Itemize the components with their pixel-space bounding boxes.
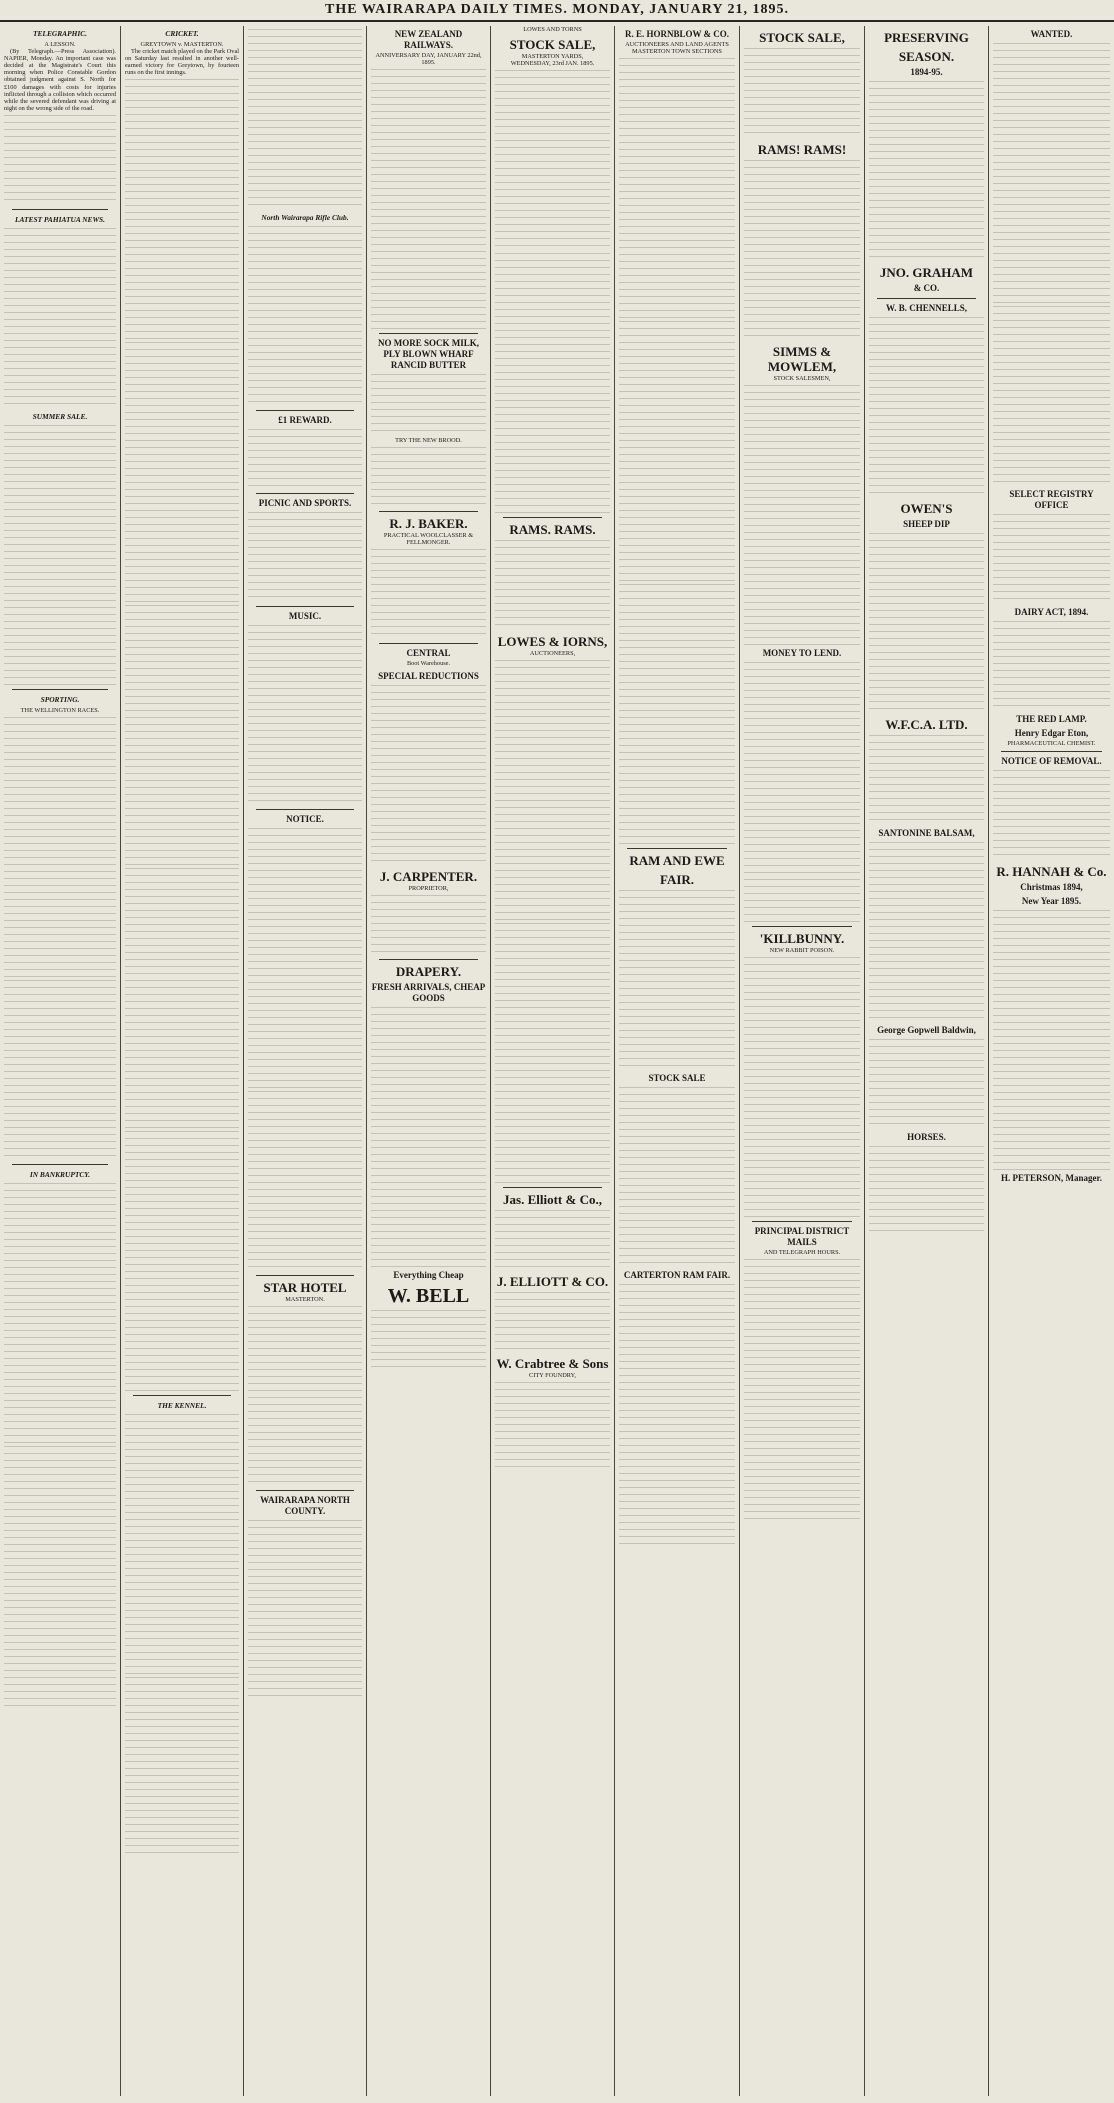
advert-text [619, 1087, 735, 1267]
heading-rams-rams: RAMS! RAMS! [757, 142, 847, 157]
advert-text [869, 842, 984, 1022]
advert-text [993, 306, 1110, 486]
advert-text [248, 625, 362, 805]
subheading-lesson: A LESSON. [44, 41, 76, 48]
heading-sporting: SPORTING. [40, 694, 80, 704]
masthead [0, 0, 1114, 22]
column-6 [615, 26, 739, 2096]
advert-text [869, 735, 984, 825]
article-text [4, 717, 116, 977]
heading-season: SEASON. [898, 49, 955, 64]
article-text [125, 868, 239, 1128]
heading-reward: £1 REWARD. [278, 415, 332, 425]
timetable [744, 1259, 860, 1519]
heading-j-elliott: J. ELLIOTT & CO. [496, 1274, 609, 1290]
subheading-new-year: New Year 1895. [1021, 896, 1082, 907]
subheading-town-sections: MASTERTON TOWN SECTIONS [632, 48, 722, 56]
heading-bankruptcy: IN BANKRUPTCY. [29, 1170, 91, 1180]
advert-text [869, 317, 984, 497]
advert-text [993, 770, 1110, 860]
advert-text [993, 514, 1110, 604]
advert-text [869, 533, 984, 713]
subheading-date: WEDNESDAY, 23rd JAN. 1895. [510, 60, 595, 68]
advert-text [619, 584, 735, 844]
heading-telegraphic: TELEGRAPHIC. [32, 29, 87, 38]
timetable [371, 69, 486, 329]
subheading-lowes: LOWES AND TORNS [523, 26, 582, 33]
score-table [125, 605, 239, 865]
advert-text [993, 621, 1110, 711]
heading-wfca: W.F.C.A. LTD. [885, 717, 968, 732]
subheading-pharmaceutical: PHARMACEUTICAL CHEMIST. [1007, 740, 1096, 747]
column-7 [740, 26, 864, 2096]
advert-text [371, 895, 486, 955]
heading-carpenter: J. CARPENTER. [379, 868, 478, 884]
advert-text [744, 160, 860, 340]
subheading-auctioneers: AUCTIONEERS, [529, 650, 576, 658]
column-5 [491, 26, 614, 2096]
heading-registry: SELECT REGISTRY OFFICE [1009, 489, 1094, 510]
advert-text [869, 1039, 984, 1129]
score-table [125, 342, 239, 602]
advert-text [248, 429, 362, 489]
heading-mails: PRINCIPAL DISTRICT MAILS [754, 1226, 850, 1248]
advert-text [248, 1306, 362, 1486]
heading-rams: RAMS. RAMS. [509, 522, 596, 538]
advert-text [371, 549, 486, 639]
advert-text [248, 1520, 362, 1700]
heading-ram-ewe: RAM AND EWE [629, 853, 725, 869]
advert-text [744, 662, 860, 922]
advert-text [869, 81, 984, 261]
subheading-christmas: Christmas 1894, [1020, 882, 1083, 893]
subheading-sheep-dip: SHEEP DIP [903, 519, 950, 529]
article-text [125, 1414, 239, 1674]
subheading-wellington-races: THE WELLINGTON RACES. [20, 706, 100, 714]
heading-removal: NOTICE OF REMOVAL. [1001, 756, 1102, 767]
article-text [248, 29, 362, 209]
heading-drapery: DRAPERY. [395, 963, 462, 979]
heading-star-hotel: STAR HOTEL [263, 1280, 347, 1295]
heading-preserving: PRESERVING [884, 30, 969, 45]
heading-horses: HORSES. [907, 1132, 946, 1142]
column-2 [121, 26, 243, 2096]
heading-peterson: H. PETERSON, Manager. [1001, 1173, 1102, 1184]
heading-jno-graham: JNO. GRAHAM [879, 265, 974, 280]
advert-text [744, 957, 860, 1217]
advert-text [495, 70, 610, 250]
heading-stock-sale-2: STOCK SALE [648, 1073, 706, 1084]
subheading-boot-warehouse: Boot Warehouse. [406, 660, 451, 668]
subheading-stock-salesmen: STOCK SALESMEN, [773, 375, 831, 382]
heading-carterton: CARTERTON RAM FAIR. [623, 1270, 731, 1281]
advert-text [619, 58, 735, 318]
subheading-rabbit-poison: NEW RABBIT POISON. [769, 947, 835, 955]
heading-jas-elliott: Jas. Elliott & Co., [503, 1192, 602, 1208]
advert-text [371, 1310, 486, 1370]
subheading-proprietor: PROPRIETOR, [408, 884, 449, 892]
advert-text [744, 48, 860, 138]
advert-text [619, 321, 735, 581]
masthead-title: THE WAIRARAPA DAILY TIMES. MONDAY, JANUARY 21, 1895. [325, 2, 789, 17]
subheading-try: TRY THE NEW BROOD. [395, 437, 462, 445]
subheading-everything-cheap: Everything Cheap [393, 1269, 464, 1280]
heading-wanted: WANTED. [1030, 29, 1073, 39]
heading-wairarapa-north-county: WAIRARAPA NORTH COUNTY. [260, 1495, 350, 1517]
article-text [4, 980, 116, 1160]
score-table [125, 1131, 239, 1391]
heading-money: MONEY TO LEND. [762, 648, 842, 659]
heading-picnic: PICNIC AND SPORTS. [258, 498, 352, 508]
heading-stock-sale: STOCK SALE, [509, 37, 596, 53]
advert-text [495, 1382, 610, 1472]
column-1 [0, 26, 120, 2096]
heading-cricket: CRICKET. [165, 29, 199, 38]
advert-text [371, 1007, 486, 1267]
score-table [248, 226, 362, 406]
heading-no-more-sock: NO MORE SOCK MILK, PLY BLOWN WHARF RANCID BUTTER [377, 338, 479, 371]
heading-music: MUSIC. [288, 611, 322, 621]
advert-text [248, 512, 362, 602]
advert-text [744, 385, 860, 645]
article-text [4, 228, 116, 408]
heading-hornblow: R. E. HORNBLOW & CO. [624, 29, 730, 39]
subheading-co: & CO. [913, 283, 940, 293]
heading-santonine: SANTONINE BALSAM, [878, 828, 975, 838]
article-text [4, 425, 116, 685]
heading-latest-pahiatua: LATEST PAHIATUA NEWS. [14, 214, 105, 224]
heading-central: CENTRAL [406, 648, 451, 659]
heading-special-reductions: SPECIAL REDUCTIONS [378, 670, 479, 681]
advert-text [993, 43, 1110, 303]
heading-owens: OWEN'S [900, 501, 953, 516]
subheading-greytown: GREYTOWN v. MASTERTON. [140, 41, 224, 48]
heading-lowes-iorns: LOWES & IORNS, [497, 634, 608, 650]
advert-text [248, 828, 362, 1088]
heading-stock-sale: STOCK SALE, [759, 30, 845, 45]
heading-red-lamp: THE RED LAMP. [1016, 714, 1087, 724]
advert-text [495, 253, 610, 513]
heading-railways: NEW ZEALAND RAILWAYS. [394, 29, 463, 50]
heading-baker: R. J. BAKER. [389, 516, 468, 532]
article-lesson: (By Telegraph.—Press Association). NAPIER, Monday. An important case was decided at the Magistrate's Court this morning when Police Constable Gordon obtained judgment against S. North for £100 damages with costs for injuries inflicted through a collision which occurred while the severed defendant was driving at night on the wrong side of the road. [4, 48, 116, 112]
subheading-woolclasser: PRACTICAL WOOLCLASSER & FELLMONGER. [383, 532, 474, 547]
subheading-auctioneers-land: AUCTIONEERS AND LAND AGENTS [625, 41, 729, 48]
article-text [4, 1446, 116, 1706]
heading-chennells: W. B. CHENNELLS, [886, 303, 967, 313]
advert-text [371, 374, 486, 434]
advert-text [495, 1292, 610, 1352]
heading-crabtree: W. Crabtree & Sons [496, 1356, 609, 1372]
heading-bell: W. BELL [387, 1284, 470, 1307]
advert-text [248, 1091, 362, 1271]
heading-summer-sale: SUMMER SALE. [32, 411, 88, 421]
advert-text [869, 1146, 984, 1236]
subheading-fresh-arrivals: FRESH ARRIVALS, CHEAP GOODS [371, 981, 486, 1003]
advert-text [495, 540, 610, 630]
subheading-anniversary: ANNIVERSARY DAY, JANUARY 22nd, 1895. [375, 52, 482, 67]
advert-text [371, 685, 486, 865]
article-text [125, 1677, 239, 1857]
subheading-city-foundry: CITY FOUNDRY, [529, 1372, 576, 1380]
heading-killbunny: 'KILLBUNNY. [759, 931, 845, 947]
advert-text [495, 660, 610, 920]
heading-simms: SIMMS & MOWLEM, [767, 344, 837, 374]
heading-rifle-club: North Wairarapa Rifle Club. [261, 213, 349, 222]
heading-kennel: THE KENNEL. [157, 1401, 207, 1411]
advert-text [993, 910, 1110, 1170]
advert-text [495, 1210, 610, 1270]
heading-baldwin: George Gopwell Baldwin, [877, 1025, 976, 1035]
article-text [4, 115, 116, 205]
advert-text [495, 923, 610, 1183]
column-4 [367, 26, 490, 2096]
article-cricket: The cricket match played on the Park Oval on Saturday last resulted in another well-earned victory for Greytown, by fourteen runs on the first innings. [125, 48, 239, 77]
subheading-telegraph: AND TELEGRAPH HOURS. [763, 1249, 841, 1257]
heading-dairy-act: DAIRY ACT, 1894. [1014, 607, 1089, 617]
heading-hannah: R. HANNAH & Co. [996, 864, 1107, 880]
advert-text [619, 1284, 735, 1544]
subheading-masterton: MASTERTON. [285, 1296, 325, 1303]
column-9 [989, 26, 1114, 2096]
heading-notice: NOTICE. [286, 814, 324, 824]
column-3 [244, 26, 366, 2096]
subheading-fair: FAIR. [659, 872, 695, 888]
article-text [125, 79, 239, 339]
advert-text [619, 890, 735, 1070]
subheading-yards: MASTERTON YARDS, [521, 53, 584, 61]
advert-text [371, 447, 486, 507]
article-text [4, 1183, 116, 1443]
subheading-years: 1894-95. [910, 67, 943, 77]
column-8 [865, 26, 988, 2096]
heading-henry-edgar-eton: Henry Edgar Eton, [1014, 728, 1089, 738]
